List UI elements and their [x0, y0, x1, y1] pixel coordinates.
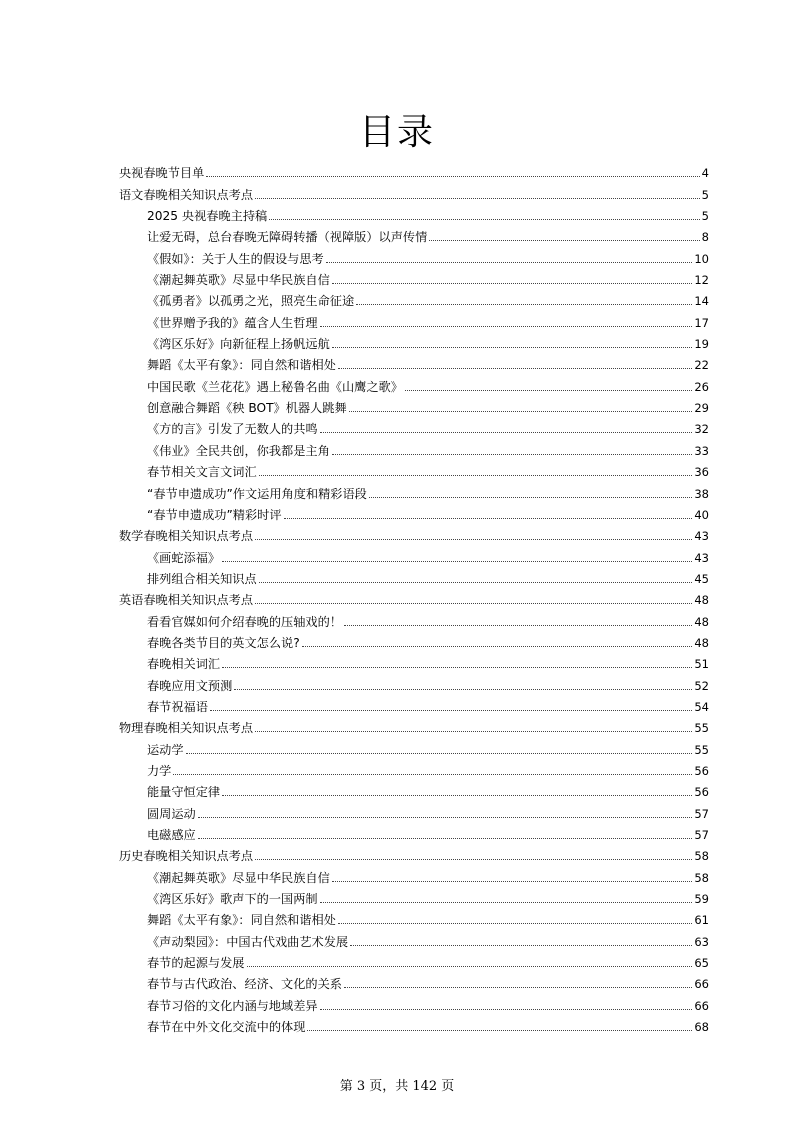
toc-entry-title: 春晚相关词汇 [147, 657, 221, 672]
dot-leader [332, 454, 693, 455]
dot-leader [210, 710, 692, 711]
toc-entry-title: 能量守恒定律 [147, 785, 221, 800]
toc-entry-page-number: 29 [694, 401, 709, 416]
toc-entry-title: 物理春晚相关知识点考点 [119, 721, 254, 736]
toc-entry-title: 力学 [147, 763, 172, 778]
dot-leader [259, 475, 693, 476]
dot-leader [332, 347, 693, 348]
dot-leader [369, 497, 693, 498]
toc-entry[interactable] [119, 352, 709, 373]
toc-entry-page-number: 12 [694, 273, 709, 288]
toc-entry-page-number: 54 [694, 699, 709, 714]
toc-entry-title: “春节申遗成功”精彩时评 [147, 507, 282, 522]
toc-entry-title: 央视春晚节目单 [119, 166, 205, 181]
dot-leader [186, 753, 693, 754]
toc-entry-page-number: 58 [694, 870, 709, 885]
toc-entry[interactable] [119, 736, 709, 757]
toc-entry-page-number: 52 [694, 678, 709, 693]
toc-entry-page-number: 61 [694, 913, 709, 928]
toc-entry-title: 舞蹈《太平有象》：同自然和谐相处 [147, 358, 336, 373]
dot-leader [405, 390, 692, 391]
toc-entry-page-number: 57 [694, 806, 709, 821]
toc-entry-title: 看看官媒如何介绍春晚的压轴戏的！ [147, 614, 342, 629]
toc-entry-title: 春节在中外文化交流中的体现 [147, 1020, 306, 1035]
toc-entry-title: 《方的言》引发了无数人的共鸣 [147, 422, 318, 437]
dot-leader [320, 432, 693, 433]
dot-leader [255, 859, 692, 860]
toc-entry[interactable] [119, 587, 709, 608]
toc-entry[interactable] [119, 843, 709, 864]
toc-entry-page-number: 56 [694, 763, 709, 778]
dot-leader [344, 625, 692, 626]
dot-leader [198, 817, 693, 818]
toc-entry-title: 《假如》：关于人生的假设与思考 [147, 251, 324, 266]
toc-entry-page-number: 51 [694, 657, 709, 672]
toc-entry-title: 《孤勇者》以孤勇之光，照亮生命征途 [147, 294, 355, 309]
toc-entry-page-number: 43 [694, 529, 709, 544]
toc-entry-page-number: 66 [694, 977, 709, 992]
toc-entry[interactable] [119, 224, 709, 245]
page-title: 目录 [358, 112, 435, 153]
toc-entry[interactable] [119, 822, 709, 843]
dot-leader [356, 304, 692, 305]
toc-entry-title: 电磁感应 [147, 828, 196, 842]
toc-entry-title: 《湾区乐好》歌声下的一国两制 [147, 892, 318, 907]
toc-entry-title: 数学春晚相关知识点考点 [119, 529, 254, 544]
toc-entry[interactable] [119, 672, 709, 693]
toc-entry[interactable] [119, 373, 709, 394]
dot-leader [269, 219, 699, 220]
toc-entry-title: 《潮起舞英歌》尽显中华民族自信 [147, 870, 330, 885]
toc-entry[interactable] [119, 544, 709, 565]
dot-leader [255, 539, 692, 540]
toc-entry-page-number: 45 [694, 571, 709, 586]
toc-entry-title: 语文春晚相关知识点考点 [119, 187, 254, 202]
toc-entry-page-number: 66 [694, 998, 709, 1013]
toc-entry-title: 《潮起舞英歌》尽显中华民族自信 [147, 273, 330, 288]
toc-entry-page-number: 26 [694, 379, 709, 394]
toc-entry-title: 排列组合相关知识点 [147, 571, 257, 586]
toc-entry[interactable] [119, 566, 709, 587]
toc-entry[interactable] [119, 416, 709, 437]
toc-entry[interactable] [119, 886, 709, 907]
toc-entry-page-number: 17 [694, 315, 709, 330]
dot-leader [307, 1030, 692, 1031]
toc-entry-page-number: 65 [694, 956, 709, 971]
toc-entry[interactable] [119, 630, 709, 651]
toc-entry[interactable] [119, 502, 709, 523]
dot-leader [255, 731, 692, 732]
dot-leader [234, 689, 692, 690]
toc-entry-title: 圆周运动 [147, 806, 196, 821]
toc-entry[interactable] [119, 309, 709, 330]
toc-entry[interactable] [119, 608, 709, 629]
dot-leader [206, 176, 699, 177]
toc-entry-title: 春晚应用文预测 [147, 678, 233, 693]
toc-entry-title: “春节申遗成功”作文运用角度和精彩语段 [147, 486, 367, 501]
toc-entry-page-number: 43 [694, 550, 709, 565]
dot-leader [173, 774, 692, 775]
toc-entry-title: 历史春晚相关知识点考点 [119, 849, 254, 864]
dot-leader [255, 198, 700, 199]
dot-leader [349, 411, 693, 412]
toc-entry[interactable] [119, 1014, 709, 1035]
toc-entry-page-number: 22 [694, 358, 709, 373]
toc-entry-title: 《世界赠予我的》蕴含人生哲理 [147, 315, 318, 330]
toc-entry-page-number: 56 [694, 785, 709, 800]
toc-entry[interactable] [119, 437, 709, 458]
toc-entry[interactable] [119, 203, 709, 224]
toc-entry-title: 舞蹈《太平有象》：同自然和谐相处 [147, 913, 336, 928]
toc-entry[interactable] [119, 928, 709, 949]
dot-leader [302, 646, 693, 647]
dot-leader [344, 987, 692, 988]
dot-leader [326, 262, 693, 263]
toc-entry-page-number: 48 [694, 635, 709, 650]
dot-leader [338, 368, 692, 369]
toc-entry-page-number: 32 [694, 422, 709, 437]
toc-entry[interactable] [119, 758, 709, 779]
toc-entry-page-number: 8 [701, 230, 709, 245]
toc-entry-page-number: 14 [694, 294, 709, 309]
toc-entry-page-number: 10 [694, 251, 709, 266]
toc-entry[interactable] [119, 907, 709, 928]
table-of-contents [119, 160, 709, 1035]
toc-entry-title: 春节祝福语 [147, 699, 208, 714]
toc-entry-page-number: 4 [701, 166, 709, 181]
dot-leader [222, 795, 692, 796]
toc-entry[interactable] [119, 779, 709, 800]
dot-leader [198, 838, 693, 839]
toc-entry[interactable] [119, 523, 709, 544]
toc-entry[interactable] [119, 694, 709, 715]
toc-entry[interactable] [119, 971, 709, 992]
toc-entry-page-number: 48 [694, 614, 709, 629]
toc-entry-page-number: 68 [694, 1020, 709, 1035]
toc-entry-page-number: 55 [694, 742, 709, 757]
toc-entry[interactable] [119, 331, 709, 352]
toc-entry-title: 英语春晚相关知识点考点 [119, 593, 254, 608]
dot-leader [350, 945, 692, 946]
toc-entry-title: 《湾区乐好》向新征程上扬帆远航 [147, 337, 330, 352]
dot-leader [320, 902, 693, 903]
dot-leader [284, 518, 693, 519]
toc-entry[interactable] [119, 480, 709, 501]
dot-leader [338, 923, 692, 924]
toc-entry-page-number: 55 [694, 721, 709, 736]
toc-entry-page-number: 38 [694, 486, 709, 501]
toc-entry-page-number: 57 [694, 828, 709, 842]
dot-leader [247, 966, 693, 967]
dot-leader [222, 561, 692, 562]
toc-entry[interactable] [119, 395, 709, 416]
toc-entry-title: 春节相关文言文词汇 [147, 465, 257, 480]
toc-entry[interactable] [119, 864, 709, 885]
toc-entry[interactable] [119, 950, 709, 971]
toc-entry-title: 2025 央视春晚主持稿 [147, 209, 268, 224]
toc-entry[interactable] [119, 267, 709, 288]
toc-entry[interactable] [119, 181, 709, 202]
toc-entry[interactable] [119, 992, 709, 1013]
toc-entry-page-number: 59 [694, 892, 709, 907]
dot-leader [222, 667, 692, 668]
dot-leader [332, 283, 693, 284]
toc-entry-page-number: 33 [694, 443, 709, 458]
toc-entry[interactable] [119, 245, 709, 266]
toc-entry-title: 春节的起源与发展 [147, 956, 245, 971]
toc-entry-page-number: 19 [694, 337, 709, 352]
toc-entry[interactable] [119, 715, 709, 736]
toc-entry-title: 春节习俗的文化内涵与地域差异 [147, 998, 318, 1013]
toc-entry[interactable] [119, 160, 709, 181]
toc-entry[interactable] [119, 459, 709, 480]
toc-entry-title: 春晚各类节目的英文怎么说? [147, 635, 300, 650]
toc-entry-page-number: 58 [694, 849, 709, 864]
toc-entry-page-number: 5 [701, 187, 709, 202]
toc-entry[interactable] [119, 651, 709, 672]
toc-entry-title: 春节与古代政治、经济、文化的关系 [147, 977, 342, 992]
dot-leader [259, 582, 693, 583]
toc-entry-title: 《画蛇添福》 [147, 550, 221, 565]
toc-entry-page-number: 63 [694, 934, 709, 949]
dot-leader [320, 326, 693, 327]
toc-entry[interactable] [119, 800, 709, 821]
toc-entry-title: 创意融合舞蹈《秧 BOT》机器人跳舞 [147, 401, 347, 416]
dot-leader [332, 881, 693, 882]
toc-entry-title: 让爱无碍，总台春晚无障碍转播（视障版）以声传情 [147, 230, 428, 245]
toc-entry-title: 运动学 [147, 742, 184, 757]
toc-entry-title: 中国民歌《兰花花》遇上秘鲁名曲《山鹰之歌》 [147, 379, 403, 394]
toc-entry-title: 《声动梨园》：中国古代戏曲艺术发展 [147, 934, 349, 949]
page-footer: 第 3 页，共 142 页 [339, 1079, 455, 1094]
dot-leader [429, 240, 699, 241]
dot-leader [320, 1009, 693, 1010]
toc-entry-page-number: 40 [694, 507, 709, 522]
toc-entry-page-number: 36 [694, 465, 709, 480]
toc-entry-page-number: 5 [701, 209, 709, 224]
toc-entry-page-number: 48 [694, 593, 709, 608]
toc-entry-title: 《伟业》全民共创，你我都是主角 [147, 443, 330, 458]
dot-leader [255, 603, 692, 604]
toc-entry[interactable] [119, 288, 709, 309]
